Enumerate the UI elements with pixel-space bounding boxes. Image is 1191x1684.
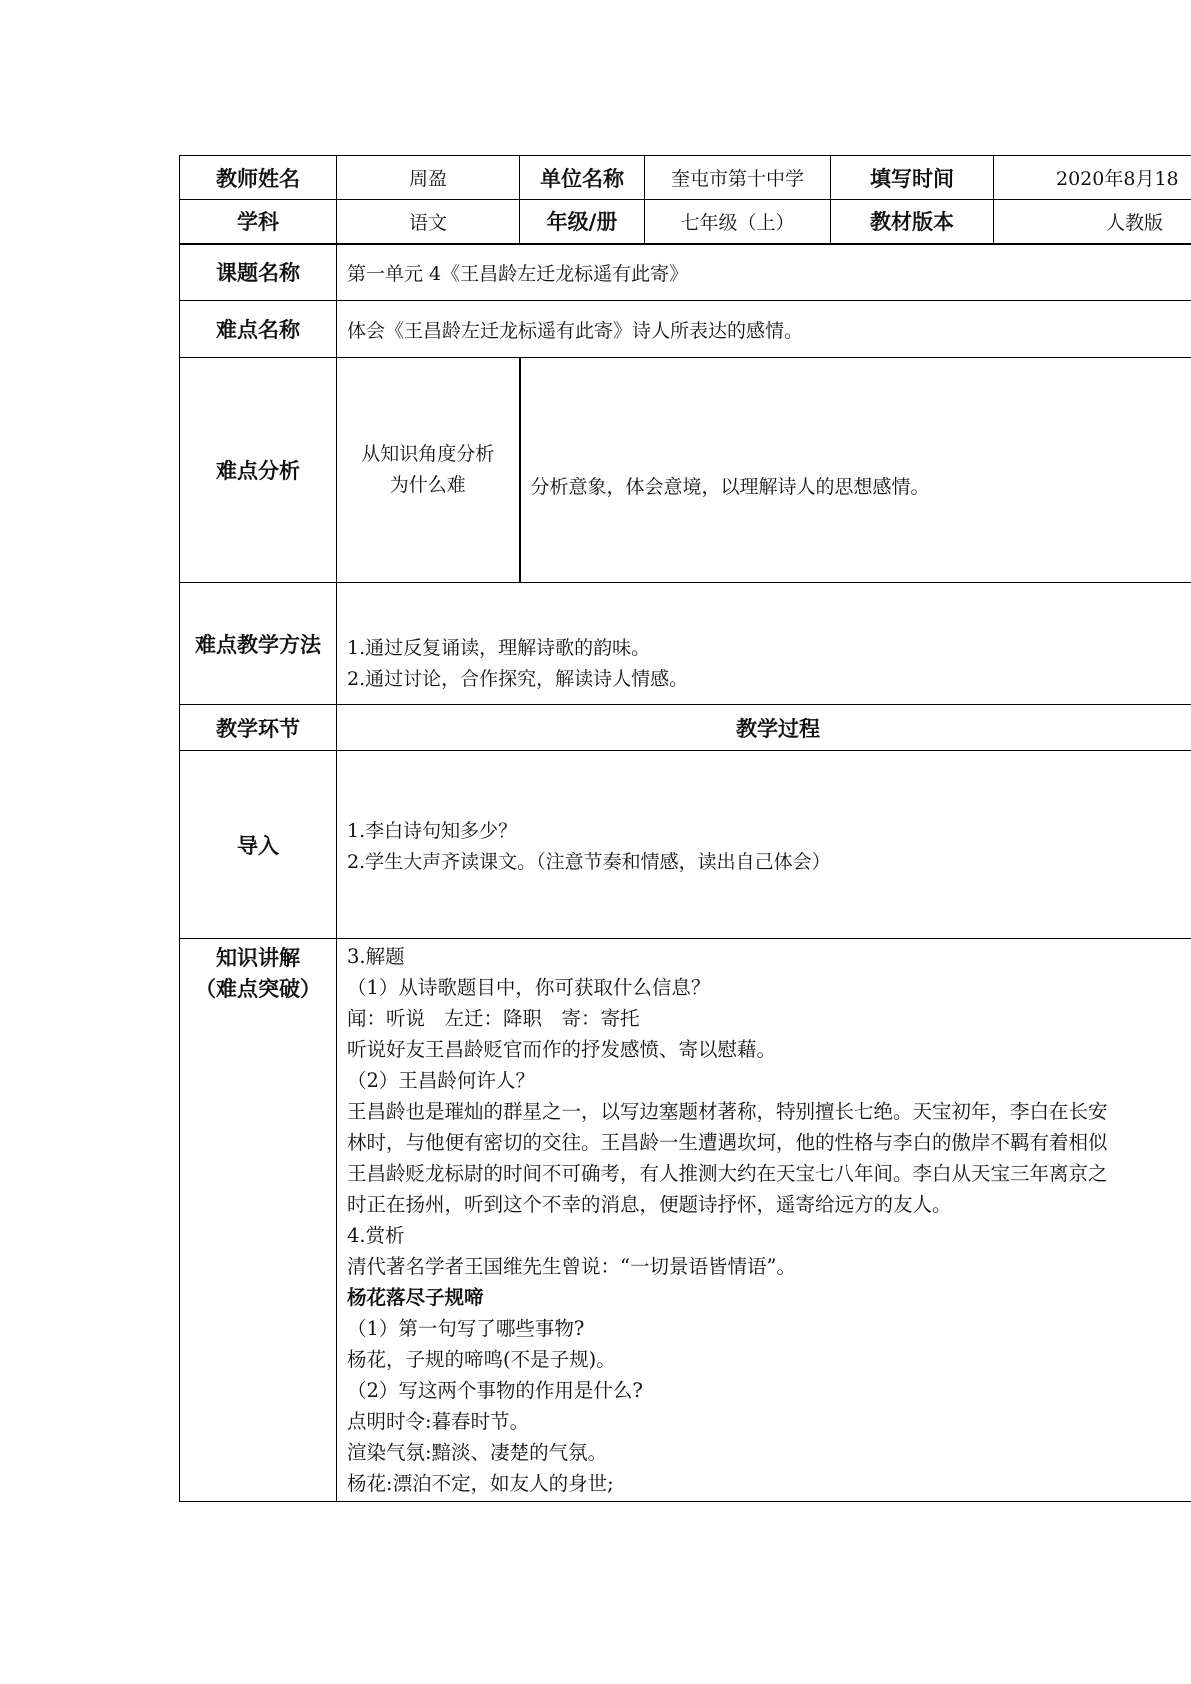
difficulty-value: 体会《王昌龄左迁龙标遥有此寄》诗人所表达的感情。 [337,301,1191,358]
analysis-value: 分析意象，体会意境，以理解诗人的思想感情。 [520,358,1191,583]
knowledge-label-line1: 知识讲解 [216,946,300,970]
knowledge-line: （1）从诗歌题目中，你可获取什么信息？ [347,976,711,999]
process-label: 教学过程 [337,705,1191,751]
knowledge-line: 点明时令:暮春时节。 [347,1410,530,1433]
analysis-sub-label [337,358,520,583]
knowledge-line: 时正在扬州，听到这个不幸的消息，便题诗抒怀，遥寄给远方的友人。 [347,1193,952,1216]
method-line-2: 2.通过讨论，合作探究，解读诗人情感。 [347,667,689,690]
knowledge-line: 清代著名学者王国维先生曾说：“一切景语皆情语”。 [347,1255,796,1278]
knowledge-lines [337,939,1191,1502]
grade-value: 七年级（上） [645,200,831,244]
date-value: 2020年8月18 [994,156,1191,200]
subject-label: 学科 [180,200,337,244]
intro-lines [337,751,1191,939]
knowledge-line-bold-heading: 杨花落尽子规啼 [347,1286,484,1309]
topic-value: 第一单元 4《王昌龄左迁龙标遥有此寄》 [337,244,1191,301]
intro-label: 导入 [180,751,337,939]
knowledge-line: （2）写这两个事物的作用是什么? [347,1379,643,1402]
analysis-label: 难点分析 [180,358,337,583]
knowledge-line: 听说好友王昌龄贬官而作的抒发感愤、寄以慰藉。 [347,1038,777,1061]
unit-value: 奎屯市第十中学 [645,156,831,200]
process-header-row [180,705,1191,751]
subject-value: 语文 [337,200,520,244]
lesson-plan-table [179,155,1191,1502]
analysis-row [180,358,1191,583]
analysis-sub-label-line1: 从知识角度分析 [361,443,495,465]
teacher-label: 教师姓名 [180,156,337,200]
header-row-2 [180,200,1191,244]
analysis-sub-label-line2: 为什么难 [389,474,466,496]
topic-label: 课题名称 [180,244,337,301]
header-row-1 [180,156,1191,200]
knowledge-line: 杨花:漂泊不定，如友人的身世; [347,1472,614,1495]
knowledge-line: 4.赏析 [347,1224,405,1247]
textbook-value: 人教版 [994,200,1191,244]
teacher-value: 周盈 [337,156,520,200]
grade-label: 年级/册 [520,200,645,244]
difficulty-row [180,301,1191,358]
knowledge-line: 林时，与他便有密切的交往。王昌龄一生遭遇坎坷，他的性格与李白的傲岸不羁有着相似 [347,1131,1108,1154]
knowledge-line: 杨花，子规的啼鸣(不是子规)。 [347,1348,616,1371]
stage-label: 教学环节 [180,705,337,751]
date-label: 填写时间 [831,156,994,200]
method-line-1: 1.通过反复诵读，理解诗歌的韵味。 [347,636,651,659]
knowledge-row [180,939,1191,1502]
knowledge-line: 渲染气氛:黯淡、凄楚的气氛。 [347,1441,608,1464]
knowledge-line: 闻：听说 左迁：降职 寄：寄托 [347,1007,640,1030]
knowledge-line: 王昌龄也是璀灿的群星之一，以写边塞题材著称，特别擅长七绝。天宝初年，李白在长安 [347,1100,1108,1123]
intro-line-1: 1.李白诗句知多少？ [347,819,518,842]
unit-label: 单位名称 [520,156,645,200]
knowledge-line: （1）第一句写了哪些事物? [347,1317,585,1340]
method-lines [337,583,1191,705]
method-row [180,583,1191,705]
method-label: 难点教学方法 [180,583,337,705]
knowledge-label [180,939,337,1502]
topic-row [180,244,1191,301]
knowledge-line: 3.解题 [347,945,405,968]
knowledge-line: （2）王昌龄何许人？ [347,1069,535,1092]
textbook-label: 教材版本 [831,200,994,244]
difficulty-label: 难点名称 [180,301,337,358]
intro-row [180,751,1191,939]
lesson-plan-form [179,155,1191,1502]
knowledge-line: 王昌龄贬龙标尉的时间不可确考，有人推测大约在天宝七八年间。李白从天宝三年离京之 [347,1162,1108,1185]
knowledge-label-line2: （难点突破） [195,977,321,1001]
intro-line-2: 2.学生大声齐读课文。（注意节奏和情感，读出自己体会） [347,850,831,873]
